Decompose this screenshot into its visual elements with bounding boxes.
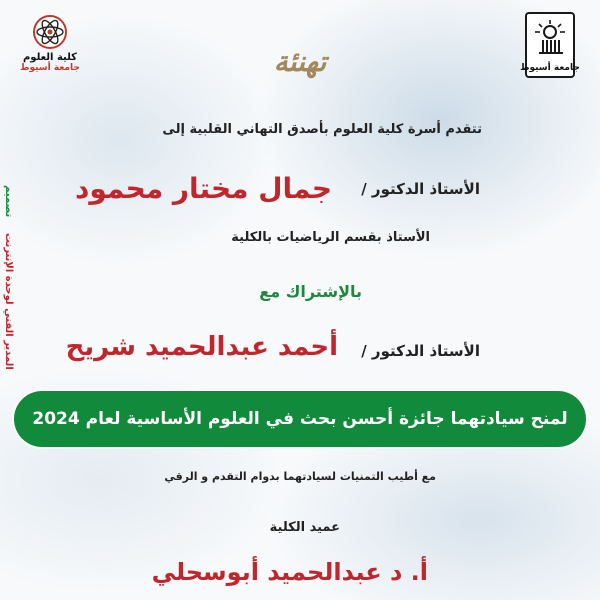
sun-emblem-icon: [531, 18, 569, 58]
dean-title: عميد الكلية: [269, 520, 340, 535]
intro-text: تتقدم أسرة كلية العلوم بأصدق التهاني القلبية إلى: [162, 122, 482, 137]
with-label: بالإشتراك مع: [259, 282, 362, 301]
congratulations-heading: تهنئة: [273, 45, 327, 78]
faculty-logo-label: كلية العلوم: [22, 52, 78, 63]
recipient2-name: أحمد عبدالحميد شريح: [65, 332, 338, 362]
wishes-text: مع أطيب التمنيات لسيادتهما بدوام التقدم و الرقي: [164, 470, 436, 483]
recipient1-title: الأستاذ الدكتور /: [361, 180, 480, 198]
faculty-logo: [20, 14, 80, 84]
side-credit-designer: المدير الفني لوحدة الإنترنت: [3, 233, 14, 370]
atom-icon: [31, 14, 69, 50]
side-credit: [3, 185, 19, 400]
faculty-logo-sublabel: جامعة أسيوط: [20, 63, 80, 73]
recipient1-department: الأستاذ بقسم الرياضيات بالكلية: [231, 230, 430, 245]
university-logo-label: جامعة أسيوط: [520, 63, 580, 73]
award-banner: [0, 386, 600, 451]
award-banner-pill: [14, 391, 586, 447]
side-credit-design: تصميم: [3, 185, 14, 218]
dean-name: أ. د عبدالحميد أبوسحلي: [151, 558, 428, 586]
recipient2-title: الأستاذ الدكتور /: [361, 342, 480, 360]
university-logo: [520, 12, 580, 78]
award-text: لمنح سيادتهما جائزة أحسن بحث في العلوم الأساسية لعام 2024: [32, 408, 568, 429]
recipient1-name: جمال مختار محمود: [74, 172, 332, 205]
